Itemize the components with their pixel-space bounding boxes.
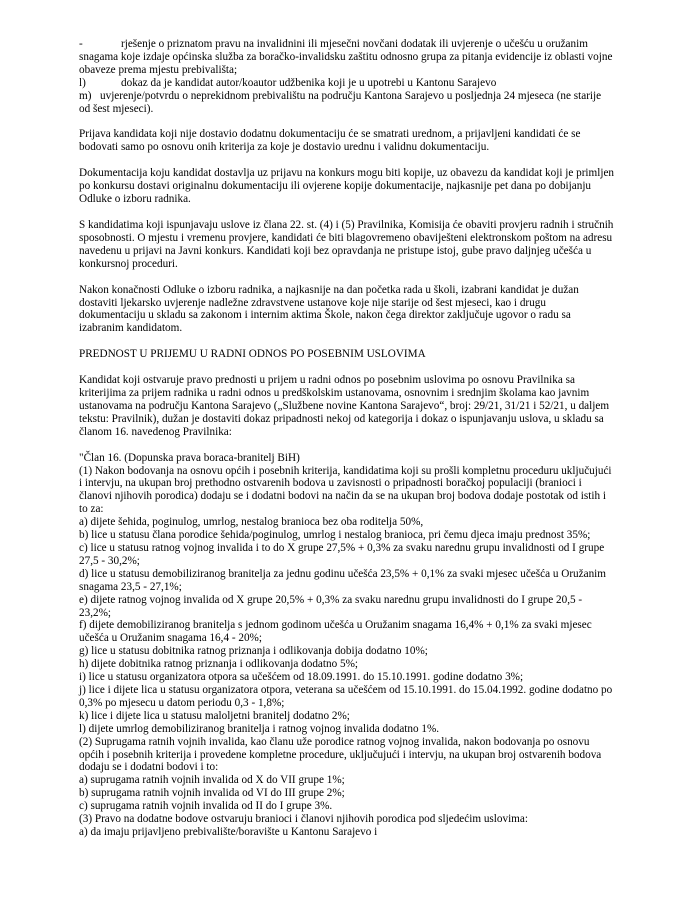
documents-list [79, 38, 614, 115]
article-line: a) suprugama ratnih vojnih invalida od X do VII grupe 1%; [79, 774, 345, 787]
list-item-text: rješenje o priznatom pravu na invalidnini ili mjesečni novčani dodatak ili uvjerenje o učešću u oružanim snagama koje izdaje općinska služba za boračko-invalidsku zaštitu odnosno grupa za pitanja evidencije iz oblasti vojne obaveze prema mjestu prebivališta; [79, 38, 613, 76]
article-line: h) dijete dobitnika ratnog priznanja i odlikovanja dodatno 5%; [79, 658, 358, 671]
article-line: c) suprugama ratnih vojnih invalida od II do I grupe 3%. [79, 800, 333, 813]
article-line: b) lice u statusu člana porodice šehida/poginulog, umrlog i nestalog branioca, pri čemu djeca imaju prednost 35%; [79, 529, 591, 542]
list-item-text: dokaz da je kandidat autor/koautor udžbenika koji je u upotrebi u Kantonu Sarajevo [121, 76, 497, 89]
article-line: b) suprugama ratnih vojnih invalida od VI do III grupe 2%; [79, 787, 345, 800]
paragraph: Nakon konačnosti Odluke o izboru radnika, a najkasnije na dan početka rada u školi, izabrani kandidat je dužan dostaviti ljekarsko uvjerenje nadležne zdravstvene ustanove koje nije starije od šest mjeseci, kao i drugu dokumentaciju u skladu sa zakonom i internim aktima Škole, nakon čega direktor zaključuje ugovor o radu sa izabranim kandidatom. [79, 283, 579, 335]
article-line: (1) Nakon bodovanja na osnovu općih i posebnih kriterija, kandidatima koji su prošli kompletnu proceduru uključujući i intervju, na ukupan broj prethodno ostvarenih bodova u zavisnosti o pripadnosti boračkoj populaciji (branioci i članovi njihovih porodica) dodaju se i dodatni bodovi na način da se na ukupan broj bodova dodaje postotak od istih i to za: [79, 464, 612, 516]
article-line: j) lice i dijete lica u statusu organizatora otpora, veterana sa učešćem od 15.10.1991. do 15.04.1992. godine dodatno po 0,3% po mjesecu u datom periodu 0,3 - 1,8%; [79, 683, 613, 709]
section-heading: PREDNOST U PRIJEMU U RADNI ODNOS PO POSEBNIM USLOVIMA [79, 348, 426, 361]
article-line: (3) Pravo na dodatne bodove ostvaruju branioci i članovi njihovih porodica pod sljedećim uslovima: [79, 813, 528, 826]
article-line: f) dijete demobiliziranog branitelja s jednom godinom učešća u Oružanim snagama 16,4% + 0,1% za svaki mjesec učešća u Oružanim snagama 16,4 - 20%; [79, 619, 592, 645]
intro-paragraph: Kandidat koji ostvaruje pravo prednosti u prijem u radni odnos po posebnim uslovima po osnovu Pravilnika sa kriterijima za prijem radnika u radni odnos u predškolskim ustanovama, osnovnim i srednjim školama kao javnim ustanovama na području Kantona Sarajevo („Službene novine Kantona Sarajevo“, broj: 29/21, 31/21 i 52/21, u daljem tekstu: Pravilnik), dužan je dostaviti dokaz pripadnosti nekoj od kategorija i dokaz o ispunjavanju uslova, u skladu sa članom 16. navedenog Pravilnika: [79, 374, 610, 438]
article-line: k) lice i dijete lica u statusu maloljetni branitelj dodatno 2%; [79, 709, 350, 722]
article-line: c) lice u statusu ratnog vojnog invalida i to do X grupe 27,5% + 0,3% za svaku narednu grupu invalidnosti od I grupe 27,5 - 30,2%; [79, 542, 605, 567]
paragraph: Prijava kandidata koji nije dostavio dodatnu dokumentaciju će se smatrati urednom, a prijavljeni kandidati će se bodovati samo po osnovu onih kriterija za koje je dostavio urednu i validnu dokumentaciju. [79, 128, 581, 154]
article-line: i) lice u statusu organizatora otpora sa učešćem od 18.09.1991. do 15.10.1991. godine dodatno 3%; [79, 671, 524, 684]
document-page [79, 38, 614, 839]
article-line: l) dijete umrlog demobiliziranog branitelja i ratnog vojnog invalida dodatno 1%. [79, 722, 440, 735]
article-line: a) dijete šehida, poginulog, umrlog, nestalog branioca bez oba roditelja 50%, [79, 516, 424, 529]
article-line: a) da imaju prijavljeno prebivalište/boravište u Kantonu Sarajevo i [79, 825, 378, 838]
article-16 [79, 452, 614, 839]
list-item [79, 38, 614, 77]
article-line: (2) Suprugama ratnih vojnih invalida, kao članu uže porodice ratnog vojnog invalida, nakon bodovanja po osnovu općih i posebnih kriterija i provedene kompletne procedure, uključujući i intervju, na ukupan broj ostvarenih bodova dodaju se i dodatni bodovi i to: [79, 735, 602, 774]
list-marker: - [79, 38, 83, 50]
article-line: d) lice u statusu demobiliziranog branitelja za jednu godinu učešća 23,5% + 0,1% za svaki mjesec učešća u Oružanim snagama 23,5 - 27,1%; [79, 567, 606, 593]
list-item [79, 77, 614, 90]
paragraph: Dokumentacija koju kandidat dostavlja uz prijavu na konkurs mogu biti kopije, uz obavezu da kandidat koji je primljen po konkursu dostavi originalnu dokumentaciju ili ovjerene kopije dokumentacije, najkasnije pet dana po dobijanju Odluke o izboru radnika. [79, 167, 615, 206]
list-item-text: uvjerenje/potvrdu o neprekidnom prebivalištu na području Kantona Sarajevo u posljednja 24 mjeseca (ne starije od šest mjeseci). [79, 89, 602, 115]
paragraph: S kandidatima koji ispunjavaju uslove iz člana 22. st. (4) i (5) Pravilnika, Komisija će obaviti provjeru radnih i stručnih sposobnosti. O mjestu i vremenu provjere, kandidati će biti blagovremeno obaviješteni elektronskom poštom na adresu navedenu u prijavi na Javni konkurs. Kandidati koji bez opravdanja ne pristupe istoj, gube pravo daljnjeg učešća u konkursnoj proceduri. [79, 218, 614, 270]
list-marker: l) [79, 76, 86, 89]
list-marker: m) [79, 89, 92, 102]
article-line: e) dijete ratnog vojnog invalida od X grupe 20,5% + 0,3% za svaku narednu grupu invalidnosti do I grupe 20,5 - 23,2%; [79, 593, 583, 619]
list-item [79, 90, 614, 116]
article-title: "Član 16. (Dopunska prava boraca-branitelj BiH) [79, 451, 300, 464]
article-line: g) lice u statusu dobitnika ratnog priznanja i odlikovanja dobija dodatno 10%; [79, 645, 428, 658]
